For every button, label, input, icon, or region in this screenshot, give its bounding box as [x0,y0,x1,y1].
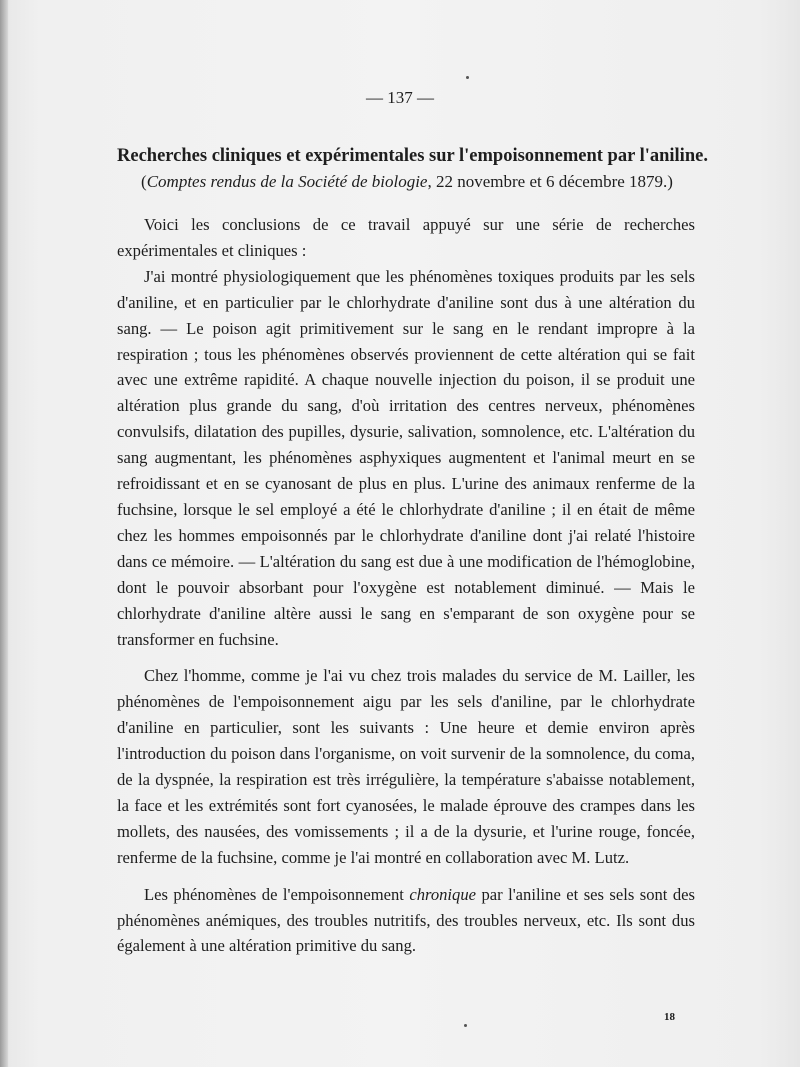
scan-speck [464,1024,467,1027]
scan-speck [466,76,469,79]
paragraph-physiology: J'ai montré physiologiquement que les phénomènes toxiques produits par les sels d'aniline, et en particulier par le chlorhydrate d'aniline sont dus à une altération du sang. — Le poison agit primitivement sur le sang en le rendant impropre à la respiration ; tous les phénomènes observés proviennent de cette altération qui se fait avec une extrême rapidité. A chaque nouvelle injection du poison, il se produit une altération plus grande du sang, d'où irritation des centres nerveux, phénomènes convulsifs, dilatation des pupilles, dysurie, salivation, somnolence, etc. L'altération du sang augmentant, les phénomènes asphyxiques augmentent et l'animal meurt en se refroidissant et en se cyanosant de plus en plus. L'urine des animaux renferme de la fuchsine, lorsque le sel employé a été le chlorhydrate d'aniline ; il en était de même chez les hommes empoisonnés par le chlorhydrate d'aniline dont j'ai relaté l'histoire dans ce mémoire. — L'altération du sang est due à une modification de l'hémoglobine, dont le pouvoir absorbant pour l'oxygène est notablement diminué. — Mais le chlorhydrate d'aniline altère aussi le sang en s'emparant de son oxygène pour se transformer en fuchsine. [117,266,695,649]
page-number: — 137 — [366,88,434,107]
chronic-after: par l'aniline et ses sels sont des phénomènes anémiques, des troubles nutritifs, des troubles nerveux, etc. Ils sont dus également à une altération primitive du sang. [117,884,695,956]
article-source [117,172,697,192]
article-body [117,212,695,959]
chronic-emphasis: chronique [409,884,476,904]
paragraph-chronic [117,882,695,960]
article-title: Recherches cliniques et expérimentales sur l'empoisonnement par l'aniline. [117,146,708,166]
signature-mark: 18 [664,1011,675,1023]
source-dates: , 22 novembre et 6 décembre 1879.) [427,172,673,191]
chronic-before: Les phénomènes de l'empoisonnement [144,884,410,904]
paragraph-clinical: Chez l'homme, comme je l'ai vu chez trois malades du service de M. Lailler, les phénomènes de l'empoisonnement aigu par les sels d'aniline, par le chlorhydrate d'aniline en particulier, sont les suivants : Une heure et demie environ après l'introduction du poison dans l'organisme, on voit survenir de la somnolence, du coma, de la dyspnée, la respiration est très irrégulière, la température s'abaisse notablement, la face et les extrémités sont fort cyanosées, le malade éprouve des crampes dans les mollets, des nausées, des vomissements ; il a de la dysurie, et l'urine rouge, foncée, renferme de la fuchsine, comme je l'ai montré en collaboration avec M. Lutz. [117,666,695,867]
source-journal: Comptes rendus de la Société de biologie [146,172,428,191]
paragraph-intro: Voici les conclusions de ce travail appuyé sur une série de recherches expérimentales et cliniques : [117,215,695,260]
source-open-paren: ( [141,172,147,191]
page-binding-edge [0,0,8,1067]
